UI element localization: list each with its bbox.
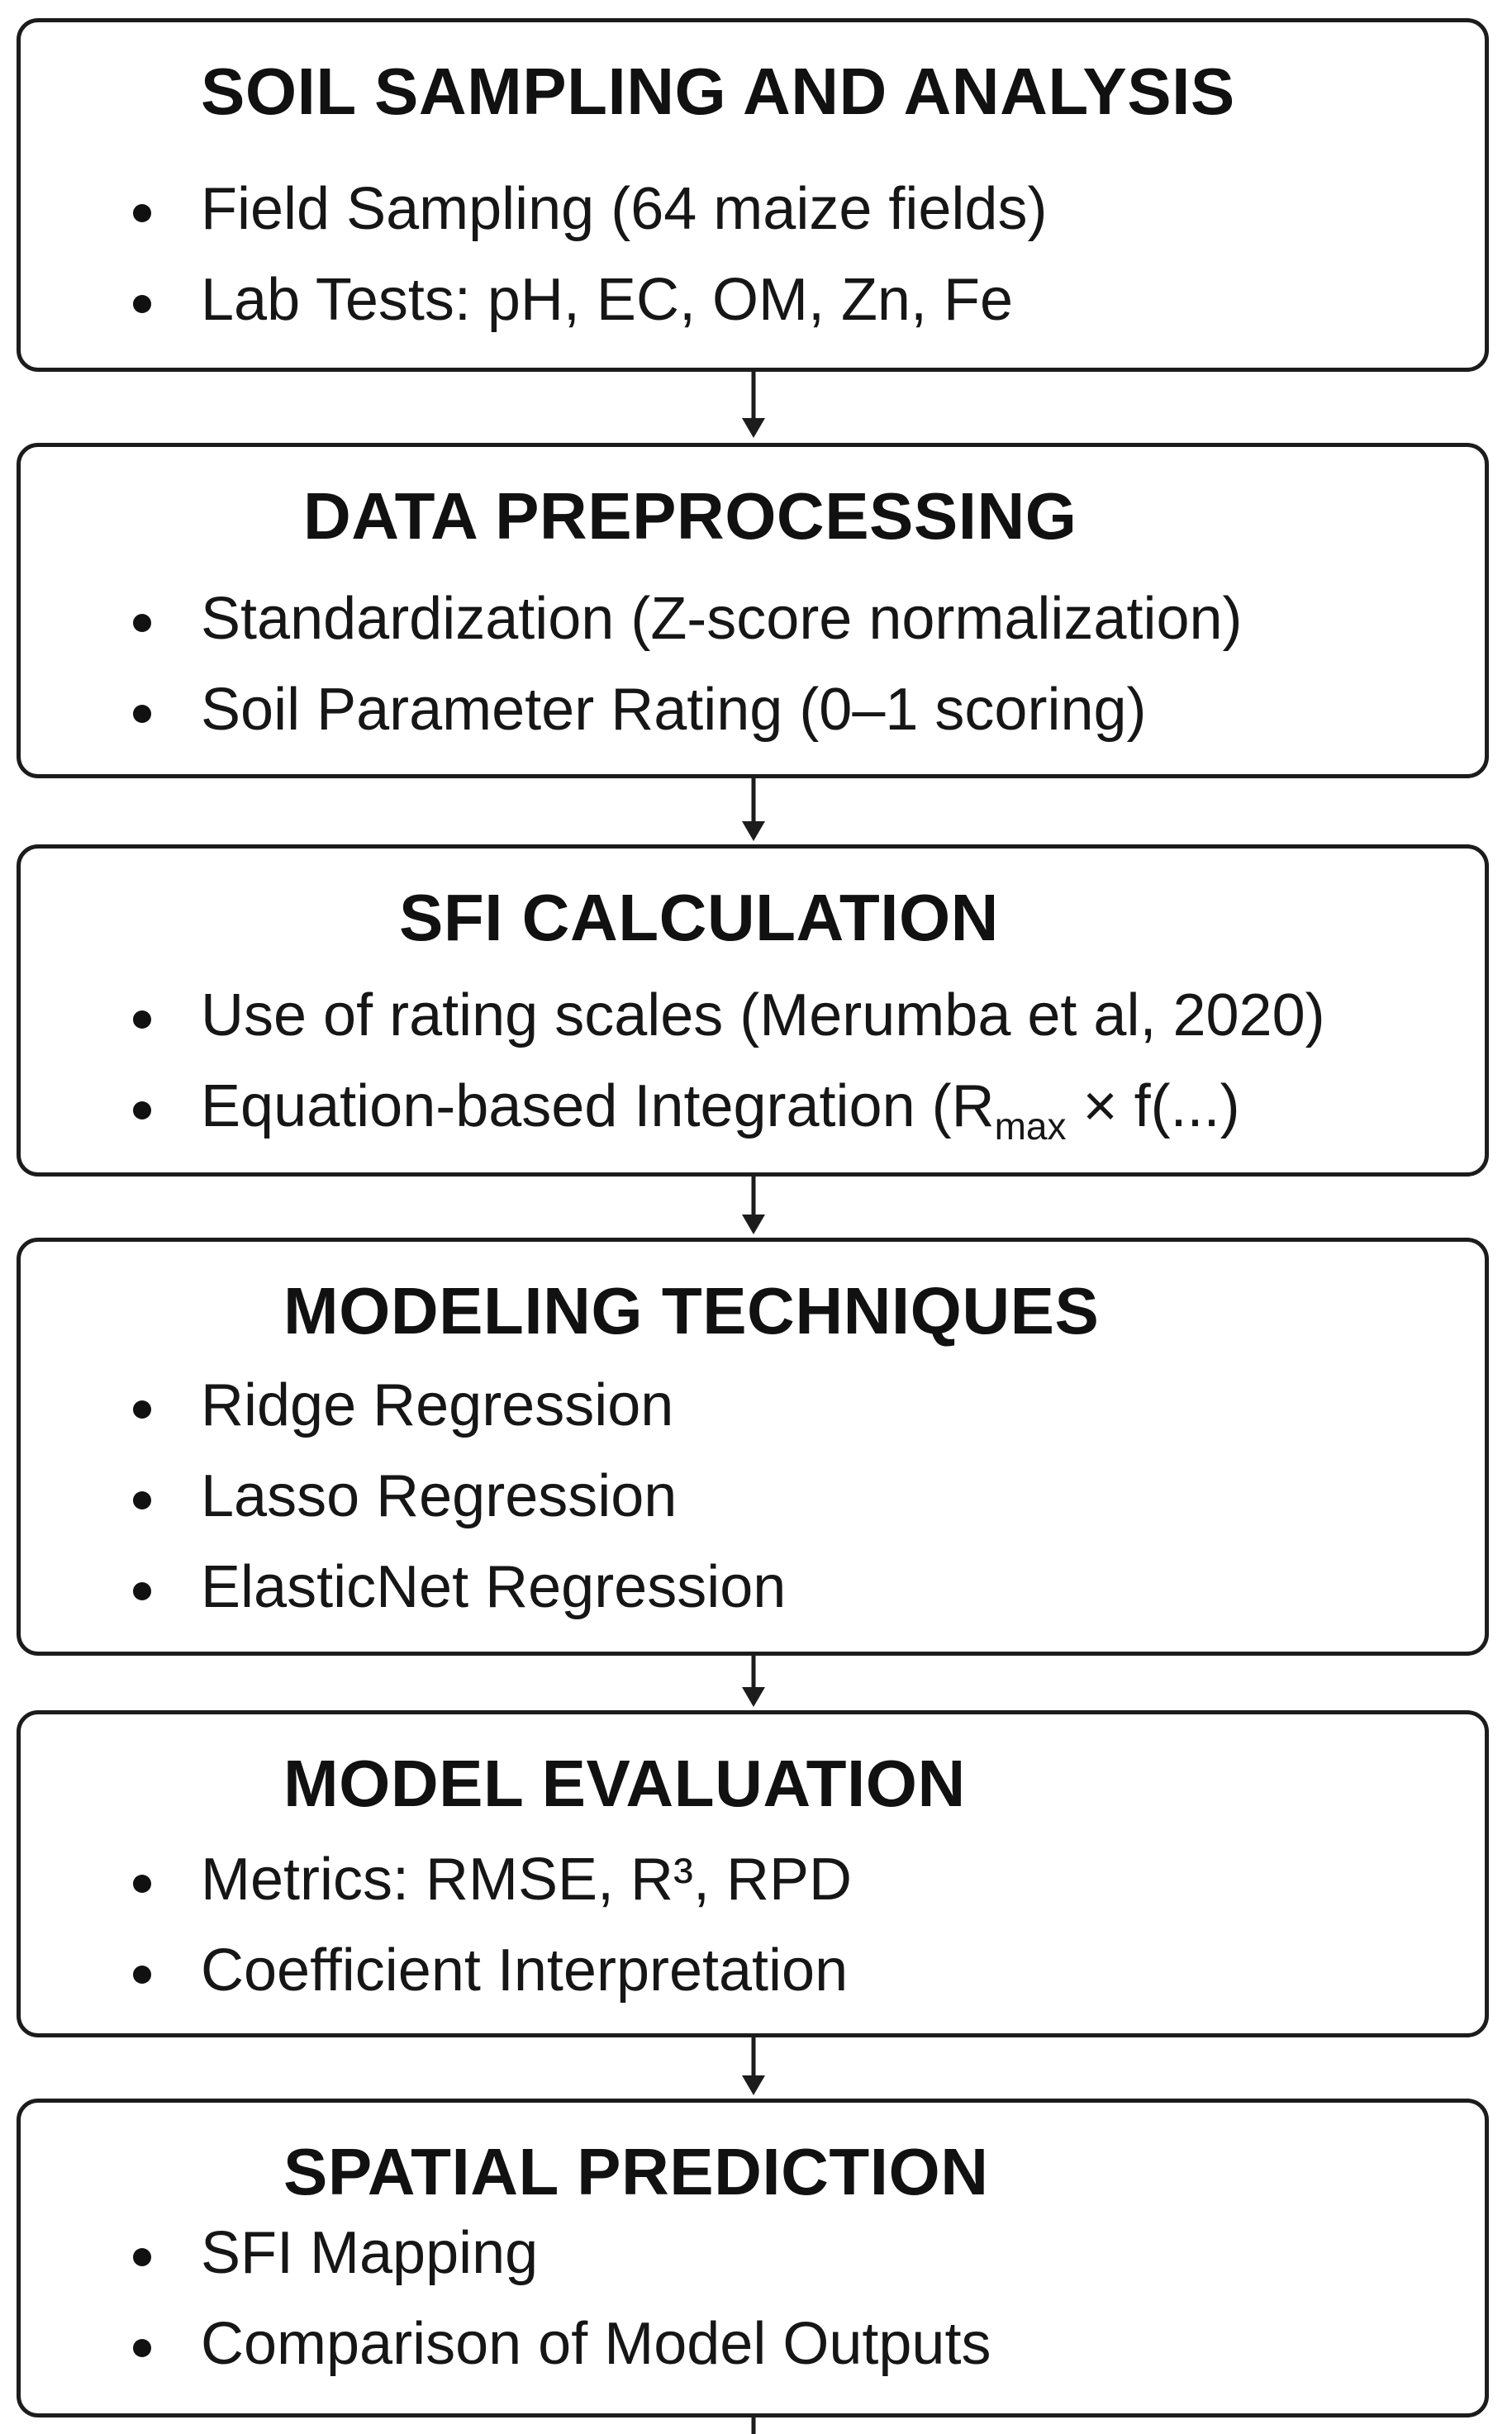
list-item: Standardization (Z-score normalization) bbox=[21, 589, 1485, 663]
step-title: MODEL EVALUATION bbox=[283, 1747, 966, 1820]
bullet-icon bbox=[133, 1010, 151, 1029]
step-data-preprocessing bbox=[17, 443, 1489, 778]
bullet-icon bbox=[133, 705, 151, 723]
step-title: SOIL SAMPLING AND ANALYSIS bbox=[201, 55, 1235, 128]
list-item: SFI Mapping bbox=[21, 2223, 1485, 2298]
bullet-icon bbox=[133, 1101, 151, 1120]
step-title: SPATIAL PREDICTION bbox=[283, 2135, 989, 2208]
arrow-1-to-2 bbox=[742, 370, 765, 438]
bullet-icon bbox=[133, 2248, 151, 2266]
bullet-icon bbox=[133, 2339, 151, 2357]
step-soil-sampling bbox=[17, 18, 1489, 372]
step-title: MODELING TECHNIQUES bbox=[283, 1274, 1100, 1348]
step-title: DATA PREPROCESSING bbox=[303, 479, 1077, 553]
arrow-5-to-6 bbox=[742, 2036, 765, 2095]
bullet-icon bbox=[133, 614, 151, 632]
bullet-icon bbox=[133, 295, 151, 313]
step-spatial-prediction bbox=[17, 2099, 1489, 2417]
list-item: Field Sampling (64 maize fields) bbox=[21, 179, 1485, 254]
list-item: ElasticNet Regression bbox=[21, 1557, 1485, 1632]
list-item: Soil Parameter Rating (0–1 scoring) bbox=[21, 680, 1485, 754]
list-item bbox=[21, 1073, 1485, 1151]
equation-item: Equation-based Integration ($R_{max} \times f(...)$ bbox=[201, 1073, 1240, 1148]
arrow-3-to-4 bbox=[742, 1175, 765, 1234]
list-item: Metrics: RMSE, R³, RPD bbox=[21, 1850, 1485, 1924]
step-sfi-calculation bbox=[17, 844, 1489, 1177]
list-item: Lab Tests: pH, EC, OM, Zn, Fe bbox=[21, 270, 1485, 345]
bullet-icon bbox=[133, 1966, 151, 1984]
list-item: Ridge Regression bbox=[21, 1376, 1485, 1450]
step-modeling-techniques bbox=[17, 1238, 1489, 1656]
list-item: Use of rating scales (Merumba et al, 2020) bbox=[21, 986, 1485, 1060]
bullet-icon bbox=[133, 204, 151, 222]
arrow-2-to-3 bbox=[742, 777, 765, 841]
step-model-evaluation bbox=[17, 1710, 1489, 2037]
list-item: Coefficient Interpretation bbox=[21, 1941, 1485, 2015]
step-title: SFI CALCULATION bbox=[399, 881, 999, 954]
bullet-icon bbox=[133, 1582, 151, 1600]
bullet-icon bbox=[133, 1875, 151, 1893]
arrow-4-to-5 bbox=[742, 1654, 765, 1707]
list-item: Comparison of Model Outputs bbox=[21, 2314, 1485, 2389]
subscript-max: max bbox=[994, 1105, 1067, 1148]
bullet-icon bbox=[133, 1400, 151, 1419]
bullet-icon bbox=[133, 1491, 151, 1509]
list-item: Lasso Regression bbox=[21, 1467, 1485, 1541]
